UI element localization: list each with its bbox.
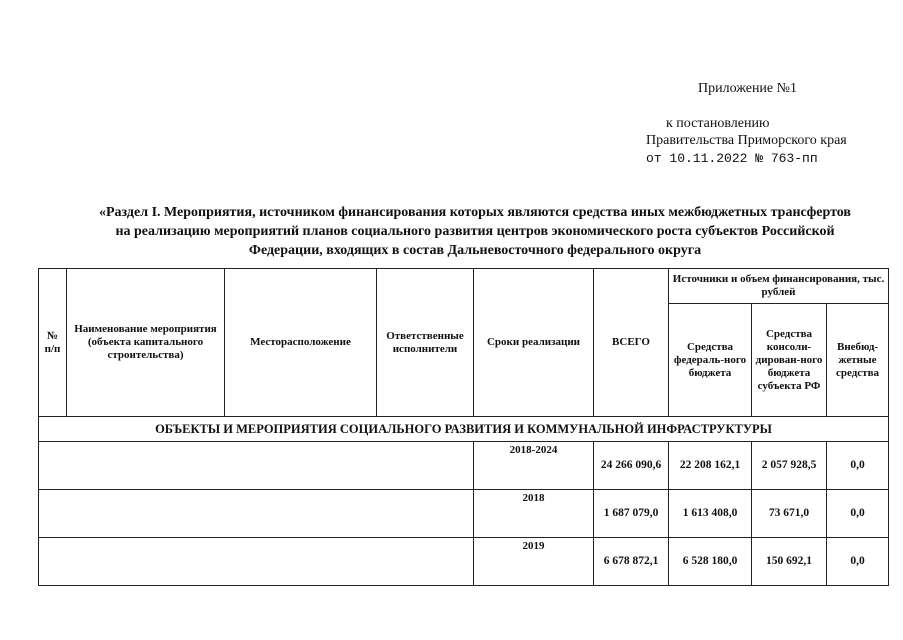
table-row <box>39 490 889 538</box>
table-header-row-1 <box>39 269 889 304</box>
extra-cell: 0,0 <box>827 442 889 490</box>
regional-cell: 2 057 928,5 <box>752 442 827 490</box>
section-title-line-3: Федерации, входящих в состав Дальневосточного федерального округа <box>248 243 702 258</box>
regional-cell: 73 671,0 <box>752 490 827 538</box>
period-cell: 2018-2024 <box>474 442 594 490</box>
government-text: Правительства Приморского края <box>646 133 847 148</box>
section-row-title: ОБЪЕКТЫ И МЕРОПРИЯТИЯ СОЦИАЛЬНОГО РАЗВИТИЯ И КОММУНАЛЬНОЙ ИНФРАСТРУКТУРЫ <box>39 417 889 442</box>
col-header-name: Наименование мероприятия (объекта капитального строительства) <box>67 269 225 417</box>
federal-cell: 6 528 180,0 <box>669 538 752 586</box>
col-header-regional: Средства консоли-дирован-ного бюджета субъекта РФ <box>752 304 827 417</box>
col-header-sources-group: Источники и объем финансирования, тыс. рублей <box>669 269 889 304</box>
decree-date-number: от 10.11.2022 № 763-пп <box>646 151 818 166</box>
extra-cell: 0,0 <box>827 538 889 586</box>
empty-cell <box>39 538 474 586</box>
section-title-line-1: «Раздел I. Мероприятия, источником финансирования которых являются средства иных межбюджетных трансфертов <box>99 205 851 220</box>
period-cell: 2018 <box>474 490 594 538</box>
total-cell: 1 687 079,0 <box>594 490 669 538</box>
col-header-period: Сроки реализации <box>474 269 594 417</box>
section-row <box>39 417 889 442</box>
col-header-extra: Внебюд-жетные средства <box>827 304 889 417</box>
table-row <box>39 538 889 586</box>
col-header-total: ВСЕГО <box>594 269 669 417</box>
col-header-location: Месторасположение <box>225 269 377 417</box>
section-title-line-2: на реализацию мероприятий планов социального развития центров экономического роста субъектов Российской <box>115 224 835 239</box>
financing-table <box>38 268 889 586</box>
table-row <box>39 442 889 490</box>
total-cell: 6 678 872,1 <box>594 538 669 586</box>
col-header-federal: Средства федераль-ного бюджета <box>669 304 752 417</box>
extra-cell: 0,0 <box>827 490 889 538</box>
regional-cell: 150 692,1 <box>752 538 827 586</box>
empty-cell <box>39 490 474 538</box>
total-cell: 24 266 090,6 <box>594 442 669 490</box>
appendix-number: Приложение №1 <box>698 81 797 96</box>
col-header-num: № п/п <box>39 269 67 417</box>
federal-cell: 22 208 162,1 <box>669 442 752 490</box>
period-cell: 2019 <box>474 538 594 586</box>
to-decree-text: к постановлению <box>666 116 770 131</box>
col-header-executors: Ответственные исполнители <box>377 269 474 417</box>
section-title <box>40 203 903 260</box>
federal-cell: 1 613 408,0 <box>669 490 752 538</box>
empty-cell <box>39 442 474 490</box>
